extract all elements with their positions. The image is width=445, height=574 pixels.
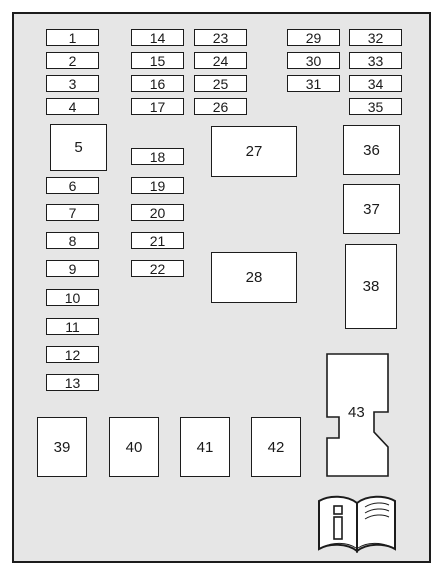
fuse-30: 30 bbox=[287, 52, 340, 69]
fuse-11: 11 bbox=[46, 318, 99, 335]
fuse-32: 32 bbox=[349, 29, 402, 46]
fuse-9: 9 bbox=[46, 260, 99, 277]
fuse-24: 24 bbox=[194, 52, 247, 69]
fuse-4: 4 bbox=[46, 98, 99, 115]
fuse-2: 2 bbox=[46, 52, 99, 69]
fuse-5: 5 bbox=[50, 124, 107, 171]
fuse-40: 40 bbox=[109, 417, 159, 477]
fuse-38: 38 bbox=[345, 244, 397, 329]
fuse-34: 34 bbox=[349, 75, 402, 92]
fuse-35: 35 bbox=[349, 98, 402, 115]
fuse-16: 16 bbox=[131, 75, 184, 92]
fuse-43-label: 43 bbox=[348, 404, 365, 421]
owner-manual-book-icon bbox=[315, 493, 400, 555]
fuse-13: 13 bbox=[46, 374, 99, 391]
fuse-17: 17 bbox=[131, 98, 184, 115]
fuse-15: 15 bbox=[131, 52, 184, 69]
fuse-7: 7 bbox=[46, 204, 99, 221]
fuse-31: 31 bbox=[287, 75, 340, 92]
fuse-39: 39 bbox=[37, 417, 87, 477]
fuse-8: 8 bbox=[46, 232, 99, 249]
fuse-19: 19 bbox=[131, 177, 184, 194]
fuse-18: 18 bbox=[131, 148, 184, 165]
fuse-10: 10 bbox=[46, 289, 99, 306]
fuse-26: 26 bbox=[194, 98, 247, 115]
fuse-14: 14 bbox=[131, 29, 184, 46]
fuse-23: 23 bbox=[194, 29, 247, 46]
fuse-33: 33 bbox=[349, 52, 402, 69]
fuse-22: 22 bbox=[131, 260, 184, 277]
fuse-1: 1 bbox=[46, 29, 99, 46]
fuse-3: 3 bbox=[46, 75, 99, 92]
fuse-41: 41 bbox=[180, 417, 230, 477]
fuse-37: 37 bbox=[343, 184, 400, 234]
fuse-42: 42 bbox=[251, 417, 301, 477]
fuse-12: 12 bbox=[46, 346, 99, 363]
fuse-21: 21 bbox=[131, 232, 184, 249]
fuse-25: 25 bbox=[194, 75, 247, 92]
fuse-29: 29 bbox=[287, 29, 340, 46]
fuse-6: 6 bbox=[46, 177, 99, 194]
fuse-20: 20 bbox=[131, 204, 184, 221]
fuse-27: 27 bbox=[211, 126, 297, 177]
fuse-36: 36 bbox=[343, 125, 400, 175]
fuse-28: 28 bbox=[211, 252, 297, 303]
